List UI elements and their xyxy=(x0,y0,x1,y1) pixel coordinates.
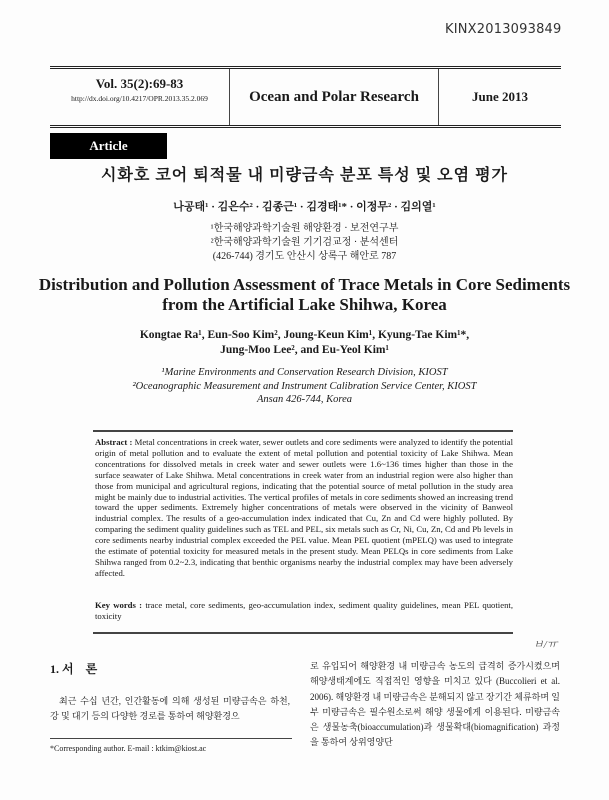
volume-cell xyxy=(50,69,230,125)
english-affiliations xyxy=(0,366,609,407)
document-id: KINX2013093849 xyxy=(445,22,562,37)
journal-name: Ocean and Polar Research xyxy=(230,69,439,125)
korean-affiliation: ²한국해양과학기술원 기기검교정 · 분석센터 xyxy=(210,237,399,248)
doi-link[interactable]: http://dx.doi.org/10.4217/OPR.2013.35.2.069 xyxy=(71,94,208,103)
footnote: *Corresponding author. E-mail : ktkim@kiost.ac xyxy=(50,744,207,753)
divider xyxy=(93,430,513,432)
body-text-right: 로 유입되어 해양환경 내 미량금속 농도의 급격히 증가시켰으며 해양생태계에도 직접적인 영향을 미치고 있다 (Buccolieri et al. 2006). 해양환경 내 미량금속은 분해되지 않고 장기간 체류하며 일부 미량금속은 필수원소로써 해양 생물에게 이용된다. 미량금속은 생물농축(bioaccumulation)과 생물확대(biomagnification) 과정을 통하여 상위영양단 xyxy=(310,661,560,748)
article-label: Article xyxy=(50,133,167,159)
footnote-divider xyxy=(50,738,292,739)
title-line: from the Artificial Lake Shihwa, Korea xyxy=(162,295,447,314)
volume: Vol. 35(2):69-83 xyxy=(95,76,184,91)
english-title xyxy=(0,275,609,315)
handwritten-mark: ㅂ/ㅠ xyxy=(533,639,558,651)
english-authors xyxy=(0,328,609,358)
issue-date: June 2013 xyxy=(472,89,528,104)
affiliation: ²Oceanographic Measurement and Instrument Calibration Service Center, KIOST xyxy=(132,380,477,392)
korean-authors: 나공태¹ · 김은수² · 김종근¹ · 김경태¹* · 이정무² · 김의열¹ xyxy=(173,201,436,213)
authors-line: Jung-Moo Lee², and Eu-Yeol Kim¹ xyxy=(220,344,389,356)
abstract-label: Abstract : xyxy=(95,437,133,447)
body-text-left: 최근 수십 년간, 인간활동에 의해 생성된 미량금속은 하천, 강 및 대기 등의 다양한 경로를 통하여 해양환경으 xyxy=(50,696,290,721)
keywords-label: Key words : xyxy=(95,600,143,610)
korean-title: 시화호 코어 퇴적물 내 미량금속 분포 특성 및 오염 평가 xyxy=(100,167,509,184)
address: Ansan 426-744, Korea xyxy=(257,394,352,405)
title-line: Distribution and Pollution Assessment of Trace Metals in Core Sediments xyxy=(38,275,571,294)
keywords xyxy=(95,600,513,622)
journal-header xyxy=(50,66,561,128)
korean-affiliation: ¹한국해양과학기술원 해양환경 · 보전연구부 xyxy=(210,223,399,234)
divider xyxy=(93,632,513,634)
section-heading: 1. 서 론 xyxy=(50,662,98,676)
affiliation: ¹Marine Environments and Conservation Research Division, KIOST xyxy=(161,367,448,378)
korean-address: (426-744) 경기도 안산시 상록구 해안로 787 xyxy=(212,251,397,262)
korean-affiliations xyxy=(0,222,609,264)
keywords-text: trace metal, core sediments, geo-accumulation index, sediment quality guidelines, mean PEL quotient, toxicity xyxy=(95,600,514,621)
abstract-text: Metal concentrations in creek water, sewer outlets and core sediments were analyzed to identify the potential origin of metal pollution and to evaluate the extent of metal pollution and potential toxicity of Lake Shihwa. Mean concentrations for dissolved metals in creek water and sewer outlets were 1.6~136 times higher than those in the surface seawater of Lake Shihwa. Metal concentrations in creek water from an industrial region were also higher than those from municipal and agricultural regions, indicating that the potential source of metal pollution in the study area might be mainly due to industrial activities. The vertical profiles of metals in core sediments showed an increasing trend toward the upper sediments. Extremely higher concentrations of metals were observed in the vicinity of Banweol industrial complex. The results of a geo-accumulation index indicated that Cu, Zn and Cd were highly polluted. By comparing the sediment quality guidelines such as TEL and PEL, six metals such as Cr, Ni, Cu, Zn, Cd and Pb levels in core sediments nearby industrial complex exceeded the PEL value. Mean PEL quotient (mPELQ) was used to integrate the estimate of potential toxicity for measured metals in the present study. Mean PELQs in core sediments from Lake Shihwa ranged from 0.2~2.3, indicating that benthic organisms nearby the industrial complex may have been adversely affected. xyxy=(95,437,513,578)
abstract xyxy=(95,437,513,579)
authors-line: Kongtae Ra¹, Eun-Soo Kim², Joung-Keun Kim¹, Kyung-Tae Kim¹*, xyxy=(139,329,470,341)
